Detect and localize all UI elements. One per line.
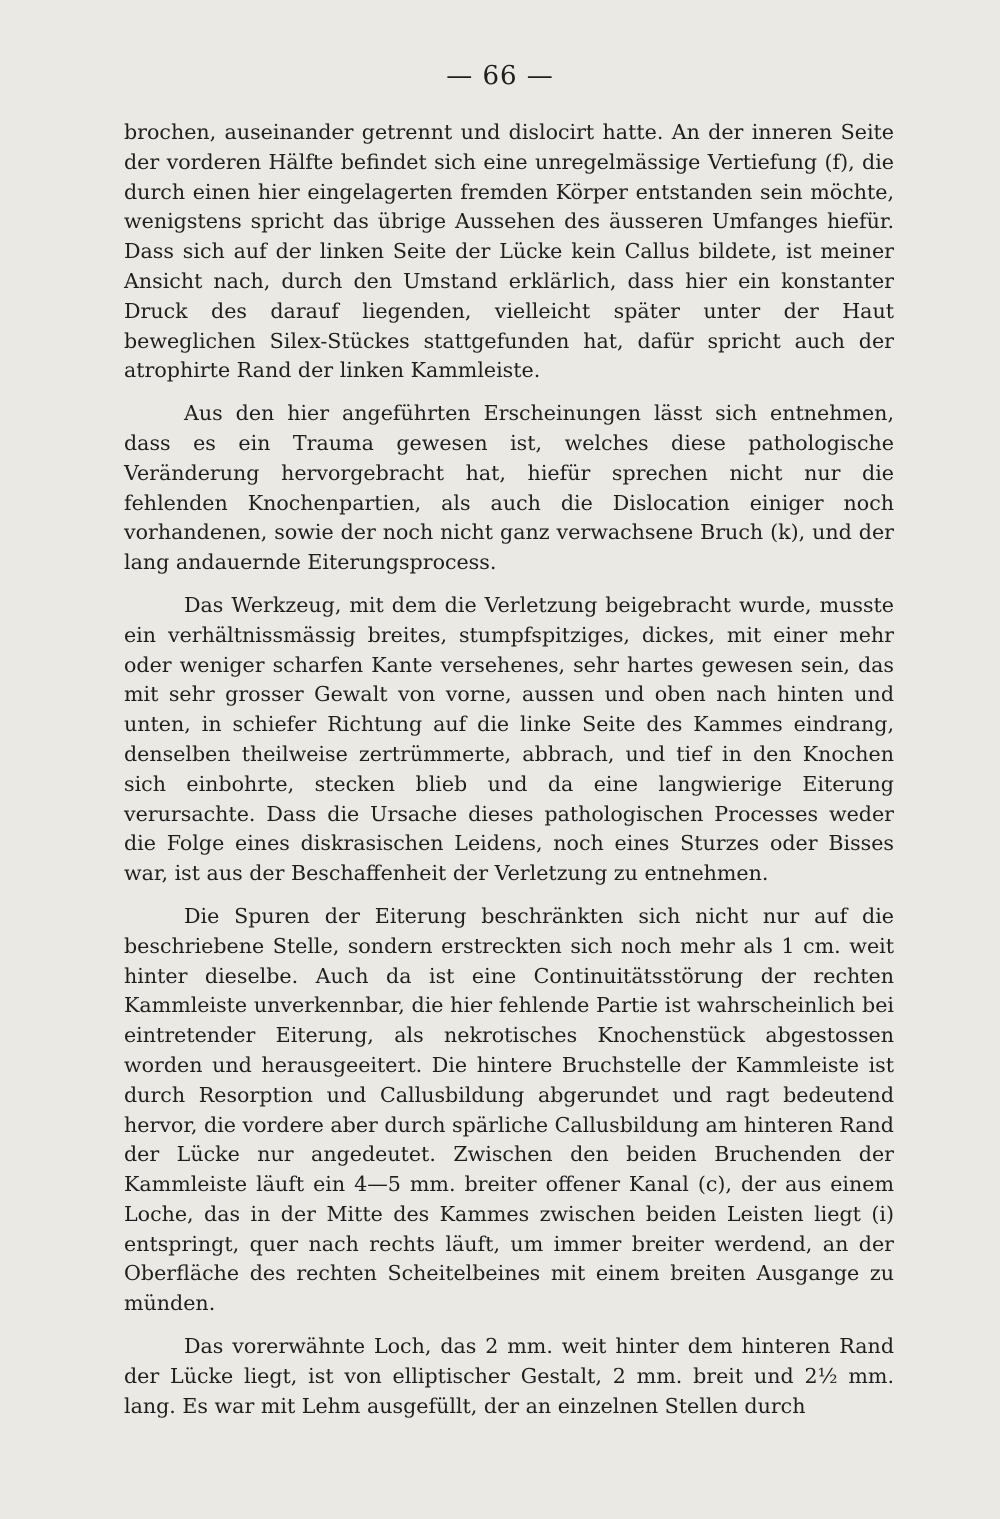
body-text [124,118,894,1434]
page-number: — 66 — [446,61,554,91]
paragraph: Die Spuren der Eiterung beschränkten sich nicht nur auf die beschriebene Stelle, sondern erstreckten sich noch mehr als 1 cm. weit hinter dieselbe. Auch da ist eine Continuitätsstörung der rechten Kammleiste unverkennbar, die hier fehlende Partie ist wahrscheinlich bei eintretender Eiterung, als nekrotisches Knochenstück abgestossen worden und herausgeeitert. Die hintere Bruchstelle der Kammleiste ist durch Resorption und Callusbildung abgerundet und ragt bedeutend hervor, die vordere aber durch spärliche Callusbildung am hinteren Rand der Lücke nur angedeutet. Zwischen den beiden Bruchenden der Kammleiste läuft ein 4—5 mm. breiter offener Kanal (c), der aus einem Loche, das in der Mitte des Kammes zwischen beiden Leisten liegt (i) entspringt, quer nach rechts läuft, um immer breiter werdend, an der Oberfläche des rechten Scheitelbeines mit einem breiten Ausgange zu münden. [124,903,894,1316]
paragraph: Das Werkzeug, mit dem die Verletzung beigebracht wurde, musste ein verhältnissmässig breites, stumpfspitziges, dickes, mit einer mehr oder weniger scharfen Kante versehenes, sehr hartes gewesen sein, das mit sehr grosser Gewalt von vorne, aussen und oben nach hinten und unten, in schiefer Richtung auf die linke Seite des Kammes eindrang, denselben theilweise zertrümmerte, abbrach, und tief in den Knochen sich einbohrte, stecken blieb und da eine langwierige Eiterung verursachte. Dass die Ursache dieses pathologischen Processes weder die Folge eines diskrasischen Leidens, noch eines Sturzes oder Bisses war, ist aus der Beschaffenheit der Verletzung zu entnehmen. [124,592,894,886]
paragraph-continued: brochen, auseinander getrennt und dislocirt hatte. An der inneren Seite der vorderen Hälfte befindet sich eine unregelmässige Vertiefung (f), die durch einen hier eingelagerten fremden Körper entstanden sein möchte, wenigstens spricht das übrige Aussehen des äusseren Umfanges hiefür. Dass sich auf der linken Seite der Lücke kein Callus bildete, ist meiner Ansicht nach, durch den Umstand erklärlich, dass hier ein konstanter Druck des darauf liegenden, vielleicht später unter der Haut beweglichen Silex-Stückes stattgefunden hat, dafür spricht auch der atrophirte Rand der linken Kammleiste. [124,120,894,383]
paragraph: Aus den hier angeführten Erscheinungen lässt sich entnehmen, dass es ein Trauma gewesen ist, welches diese pathologische Veränderung hervorgebracht hat, hiefür sprechen nicht nur die fehlenden Knochenpartien, als auch die Dislocation einiger noch vorhandenen, sowie der noch nicht ganz verwachsene Bruch (k), und der lang andauernde Eiterungsprocess. [124,401,894,575]
paragraph: Das vorerwähnte Loch, das 2 mm. weit hinter dem hinteren Rand der Lücke liegt, ist von elliptischer Gestalt, 2 mm. breit und 2½ mm. lang. Es war mit Lehm ausgefüllt, der an einzelnen Stellen durch [124,1334,894,1418]
